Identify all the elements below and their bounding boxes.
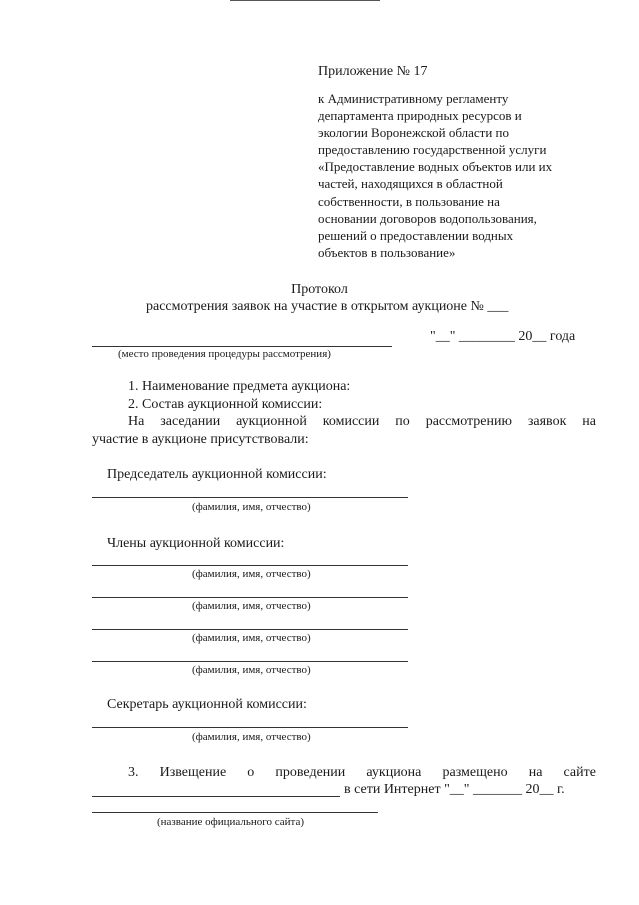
chairman-caption: (фамилия, имя, отчество)	[192, 501, 311, 513]
place-fill-line	[92, 346, 392, 347]
member-caption: (фамилия, имя, отчество)	[192, 600, 311, 612]
appendix-line: решений о предоставлении водных	[318, 227, 514, 243]
item-2-commission: 2. Состав аукционной комиссии:	[128, 397, 323, 412]
member-fill-line	[92, 661, 408, 662]
member-fill-line	[92, 597, 408, 598]
word: Извещение	[159, 765, 227, 780]
protocol-date: "__" ________ 20__ года	[430, 329, 576, 344]
site-fill-line	[92, 796, 340, 797]
item-3-notice-line	[128, 765, 596, 781]
word: рассмотрению	[425, 414, 512, 429]
word: заявок	[527, 414, 567, 429]
chairman-label: Председатель аукционной комиссии:	[107, 467, 327, 482]
item-3-internet-date: в сети Интернет "__" _______ 20__ г.	[344, 782, 565, 797]
appendix-line: объектов в пользование»	[318, 244, 456, 260]
place-caption: (место проведения процедуры рассмотрения)	[118, 348, 331, 360]
word: на	[528, 765, 543, 780]
word: о	[247, 765, 255, 780]
site-name-fill-line	[92, 812, 378, 813]
secretary-caption: (фамилия, имя, отчество)	[192, 731, 311, 743]
word: аукциона	[366, 765, 422, 780]
word: комиссии	[322, 414, 380, 429]
members-label: Члены аукционной комиссии:	[107, 536, 285, 551]
appendix-title: Приложение № 17	[318, 64, 428, 79]
word: 3.	[128, 765, 139, 780]
word: размещено	[442, 765, 508, 780]
appendix-line: предоставлению государственной услуги	[318, 142, 547, 158]
member-caption: (фамилия, имя, отчество)	[192, 664, 311, 676]
member-caption: (фамилия, имя, отчество)	[192, 568, 311, 580]
word: проведении	[275, 765, 346, 780]
item-2-text-line	[128, 414, 596, 430]
protocol-subtitle: рассмотрения заявок на участие в открытом аукционе № ___	[146, 299, 509, 314]
appendix-line: основании договоров водопользования,	[318, 210, 537, 226]
appendix-line: департамента природных ресурсов и	[318, 108, 522, 124]
word: на	[582, 414, 596, 429]
word: На	[128, 414, 145, 429]
word: аукционной	[236, 414, 307, 429]
word: по	[395, 414, 410, 429]
appendix-line: «Предоставление водных объектов или их	[318, 159, 553, 175]
secretary-label: Секретарь аукционной комиссии:	[107, 697, 307, 712]
protocol-title: Протокол	[291, 282, 348, 297]
chairman-fill-line	[92, 497, 408, 498]
top-edge-line	[230, 0, 380, 1]
member-fill-line	[92, 629, 408, 630]
item-2-text-end: участие в аукционе присутствовали:	[92, 432, 309, 447]
appendix-reference	[318, 90, 608, 261]
secretary-fill-line	[92, 727, 408, 728]
member-fill-line	[92, 565, 408, 566]
item-1-subject: 1. Наименование предмета аукциона:	[128, 379, 351, 394]
member-caption: (фамилия, имя, отчество)	[192, 632, 311, 644]
appendix-line: частей, находящихся в областной	[318, 176, 503, 192]
word: заседании	[160, 414, 221, 429]
word: сайте	[563, 765, 596, 780]
appendix-line: к Административному регламенту	[318, 91, 509, 106]
appendix-line: экологии Воронежской области по	[318, 125, 509, 141]
site-caption: (название официального сайта)	[157, 816, 305, 828]
appendix-line: собственности, в пользование на	[318, 193, 500, 209]
